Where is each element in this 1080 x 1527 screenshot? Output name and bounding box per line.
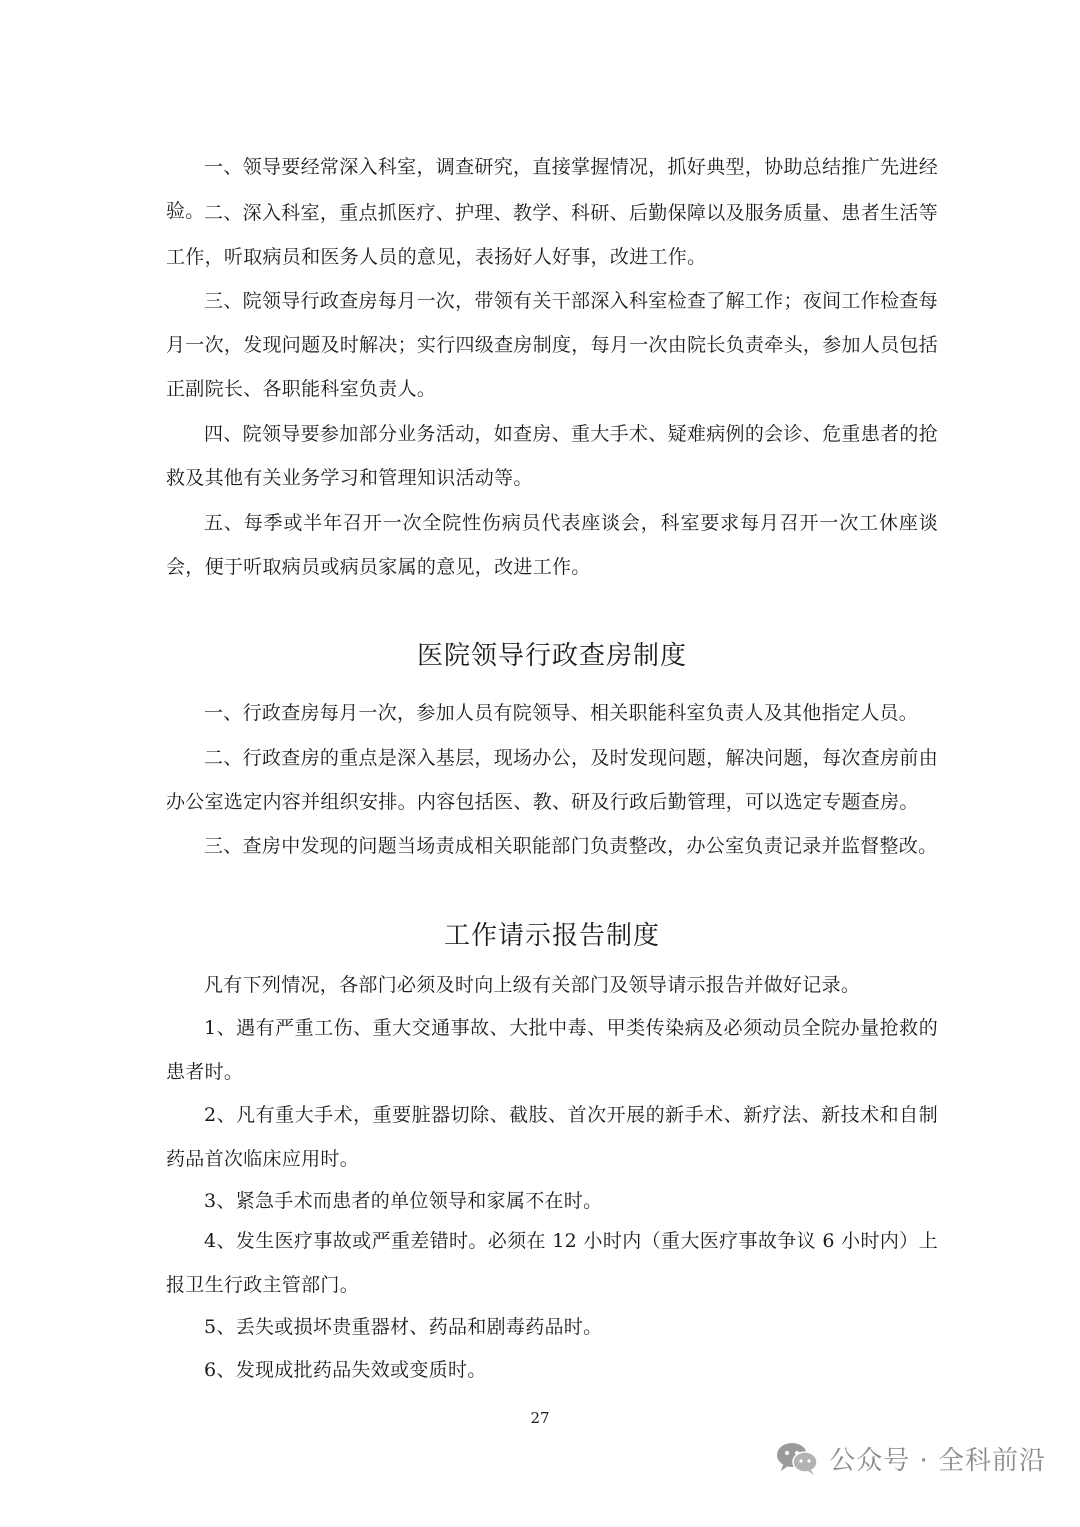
paragraph: 一、领导要经常深入科室，调查研究，直接掌握情况，抓好典型，协助总结推广先进经验。	[166, 156, 938, 222]
paragraph: 4、发生医疗事故或严重差错时。必须在 12 小时内（重大医疗事故争议 6 小时内）上报卫生行政主管部门。	[166, 1230, 938, 1296]
paragraph: 一、行政查房每月一次，参加人员有院领导、相关职能科室负责人及其他指定人员。	[204, 702, 919, 724]
watermark-text: 公众号 · 全科前沿	[829, 1445, 1046, 1476]
wechat-icon	[775, 1440, 819, 1476]
paragraph: 二、深入科室，重点抓医疗、护理、教学、科研、后勤保障以及服务质量、患者生活等工作，听取病员和医务人员的意见，表扬好人好事，改进工作。	[166, 202, 938, 268]
paragraph: 四、院领导要参加部分业务活动，如查房、重大手术、疑难病例的会诊、危重患者的抢救及其他有关业务学习和管理知识活动等。	[166, 423, 938, 489]
paragraph: 凡有下列情况，各部门必须及时向上级有关部门及领导请示报告并做好记录。	[204, 974, 861, 996]
paragraph: 五、每季或半年召开一次全院性伤病员代表座谈会，科室要求每月召开一次工休座谈会，便于听取病员或病员家属的意见，改进工作。	[166, 512, 938, 578]
section-heading: 医院领导行政查房制度	[416, 641, 687, 671]
paragraph: 5、丢失或损坏贵重器材、药品和剧毒药品时。	[204, 1316, 603, 1338]
paragraph: 二、行政查房的重点是深入基层，现场办公，及时发现问题，解决问题，每次查房前由办公室选定内容并组织安排。内容包括医、教、研及行政后勤管理，可以选定专题查房。	[166, 747, 938, 813]
paragraph: 6、发现成批药品失效或变质时。	[204, 1359, 487, 1381]
paragraph: 1、遇有严重工伤、重大交通事故、大批中毒、甲类传染病及必须动员全院办量抢救的患者时。	[166, 1017, 938, 1083]
page-number: 27	[530, 1409, 550, 1427]
paragraph: 三、院领导行政查房每月一次，带领有关干部深入科室检查了解工作；夜间工作检查每月一次，发现问题及时解决；实行四级查房制度，每月一次由院长负责牵头，参加人员包括正副院长、各职能科室负责人。	[166, 290, 939, 400]
paragraph: 2、凡有重大手术，重要脏器切除、截肢、首次开展的新手术、新疗法、新技术和自制药品首次临床应用时。	[166, 1104, 938, 1170]
watermark	[775, 1432, 1046, 1484]
paragraph: 三、查房中发现的问题当场责成相关职能部门负责整改，办公室负责记录并监督整改。	[204, 835, 938, 857]
paragraph: 3、紧急手术而患者的单位领导和家属不在时。	[204, 1190, 603, 1212]
section-heading: 工作请示报告制度	[443, 921, 660, 951]
